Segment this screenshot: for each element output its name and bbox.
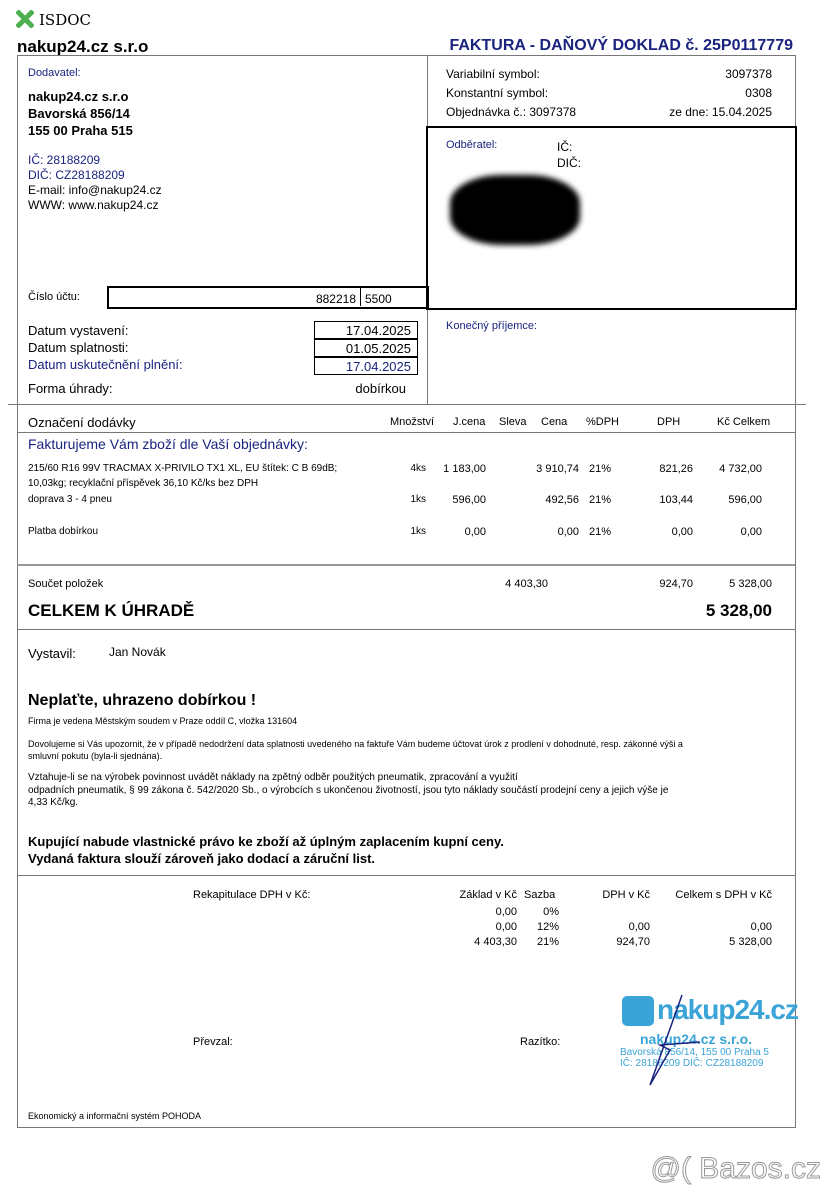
row-description: doprava 3 - 4 pneu (28, 494, 112, 505)
vat-rate: 21% (536, 936, 559, 948)
row-total: 596,00 (728, 494, 762, 506)
col-total: Kč Celkem (717, 416, 771, 428)
payment-method: dobírkou (355, 381, 406, 396)
row-total: 0,00 (740, 526, 762, 538)
account-label: Číslo účtu: (28, 291, 80, 303)
stamp-company: nakup24.cz s.r.o. (640, 1031, 753, 1047)
interest-note-1: Dovolujeme si Vás upozornit, že v případě nedodržení data splatnosti uvedeného na faktuře Vám budeme účtovat úrok z prodlení v dohodnuté, resp. zákonné výši a (28, 739, 683, 749)
tyre-note-2: odpadních pneumatik, § 99 zákona č. 542/2020 Sb., o výrobcích s ukončenou životností, jsou tyto náklady součástí prodejní ceny a jejich výše je (28, 785, 669, 796)
order-number: Objednávka č.: 3097378 (446, 105, 577, 119)
vat-amount: 924,70 (616, 936, 650, 948)
signature-icon (630, 990, 710, 1100)
table-intro: Fakturujeme Vám zboží dle Vaší objednávky: (28, 436, 308, 452)
supplier-street: Bavorská 856/14 (28, 106, 130, 121)
row-vat-rate: 21% (589, 526, 612, 538)
taxable-label: Datum uskutečnění plnění: (28, 357, 183, 372)
supplier-www: WWW: www.nakup24.cz (28, 198, 159, 212)
vat-rate: 12% (536, 921, 559, 933)
stamp-ids: IČ: 28188209 DIČ: CZ28188209 (620, 1058, 764, 1069)
tyre-note-1: Vztahuje-li se na výrobek povinnost uvádět náklady na zpětný odběr použitých pneumatik, zpracování a využití (28, 772, 518, 783)
row-price: 3 910,74 (536, 463, 579, 475)
footer-system: Ekonomický a informační systém POHODA (28, 1111, 202, 1121)
vat-col-base: Základ v Kč (459, 889, 517, 901)
col-vat: DPH (657, 416, 681, 428)
col-vat-rate: %DPH (586, 416, 620, 428)
col-discount: Sleva (499, 416, 527, 428)
received-by-label: Převzal: (193, 1036, 233, 1048)
vs-value: 3097378 (725, 67, 772, 81)
row-unit-price: 596,00 (452, 494, 486, 506)
row-description-2: 10,03kg; recyklační příspěvek 36,10 Kč/ks bez DPH (28, 478, 259, 489)
taxable-date: 17.04.2025 (314, 357, 418, 375)
vat-recap-label: Rekapitulace DPH v Kč: (193, 889, 311, 901)
watermark: @( Bazos.cz (650, 1152, 821, 1185)
col-price: Cena (541, 416, 568, 428)
supplier-email: E-mail: info@nakup24.cz (28, 183, 162, 197)
ks-value: 0308 (745, 86, 772, 100)
vat-base: 0,00 (495, 906, 517, 918)
row-total: 4 732,00 (719, 463, 762, 475)
due-label: Datum splatnosti: (28, 340, 129, 355)
stamp-address: Bavorská 856/14, 155 00 Praha 5 (620, 1047, 769, 1058)
row-vat: 103,44 (659, 494, 693, 506)
vat-base: 4 403,30 (474, 936, 517, 948)
row-unit-price: 1 183,00 (443, 463, 486, 475)
row-unit-price: 0,00 (464, 526, 486, 538)
supplier-label: Dodavatel: (28, 67, 81, 79)
row-price: 492,56 (545, 494, 579, 506)
vat-total: 0,00 (750, 921, 772, 933)
row-description: 215/60 R16 99V TRACMAX X-PRIVILO TX1 XL, EU štítek: C B 69dB; (28, 463, 338, 474)
isdoc-label: ISDOC (39, 11, 92, 29)
vs-label: Variabilní symbol: (446, 67, 540, 81)
grand-total: 5 328,00 (705, 601, 772, 620)
row-qty: 4ks (410, 463, 426, 474)
issuer-name: Jan Novák (109, 645, 166, 659)
issued-label: Datum vystavení: (28, 323, 129, 338)
row-qty: 1ks (410, 526, 426, 537)
issued-date: 17.04.2025 (314, 321, 418, 339)
row-price: 0,00 (557, 526, 579, 538)
sum-vat: 924,70 (659, 578, 693, 590)
grand-total-label: CELKEM K ÚHRADĚ (28, 601, 195, 620)
col-description: Označení dodávky (28, 415, 136, 430)
vat-rate: 0% (543, 906, 559, 918)
account-number: 882218 (315, 292, 356, 306)
document-title: FAKTURA - DAŇOVÝ DOKLAD č. 25P0117779 (449, 37, 793, 54)
customer-ic: IČ: (557, 140, 573, 154)
col-quantity: Množství (390, 416, 435, 428)
paid-notice: Neplaťte, uhrazeno dobírkou ! (28, 692, 257, 709)
vat-base: 0,00 (495, 921, 517, 933)
row-qty: 1ks (410, 494, 426, 505)
row-vat: 0,00 (671, 526, 693, 538)
registry-note: Firma je vedena Městským soudem v Praze oddíl C, vložka 131604 (28, 716, 298, 726)
vat-col-rate: Sazba (524, 889, 556, 901)
sum-label: Součet položek (28, 578, 104, 590)
due-date: 01.05.2025 (314, 339, 418, 357)
customer-dic: DIČ: (557, 156, 581, 170)
interest-note-2: smluvní pokutu (byla-li sjednána). (28, 751, 163, 761)
bank-code: 5500 (365, 292, 392, 306)
vat-col-total: Celkem s DPH v Kč (675, 889, 772, 901)
vat-total: 5 328,00 (729, 936, 772, 948)
ks-label: Konstantní symbol: (446, 86, 549, 100)
row-vat-rate: 21% (589, 463, 612, 475)
company-title: nakup24.cz s.r.o (17, 37, 149, 56)
stamp-label: Razítko: (520, 1036, 561, 1048)
isdoc-logo-icon (16, 10, 34, 28)
payment-label: Forma úhrady: (28, 381, 113, 396)
vat-amount: 0,00 (628, 921, 650, 933)
supplier-city: 155 00 Praha 515 (28, 123, 133, 138)
supplier-ic: IČ: 28188209 (28, 153, 101, 167)
row-vat: 821,26 (659, 463, 693, 475)
supplier-dic: DIČ: CZ28188209 (28, 168, 125, 182)
sum-base: 4 403,30 (505, 578, 548, 590)
sum-total: 5 328,00 (729, 578, 772, 590)
final-recipient-label: Konečný příjemce: (446, 320, 538, 332)
issuer-label: Vystavil: (28, 646, 76, 661)
stamp-logo-text: nakup24.cz (657, 994, 798, 1025)
ownership-note-2: Vydaná faktura slouží zároveň jako dodací a záruční list. (28, 851, 376, 866)
vat-col-vat: DPH v Kč (602, 889, 650, 901)
customer-label: Odběratel: (446, 139, 498, 151)
supplier-name: nakup24.cz s.r.o (28, 89, 129, 104)
redaction (450, 175, 580, 245)
col-unit-price: J.cena (453, 416, 486, 428)
row-vat-rate: 21% (589, 494, 612, 506)
tyre-note-3: 4,33 Kč/kg. (28, 797, 79, 808)
row-description: Platba dobírkou (28, 526, 99, 537)
ownership-note-1: Kupující nabude vlastnické právo ke zboží až úplným zaplacením kupní ceny. (28, 834, 504, 849)
order-date: ze dne: 15.04.2025 (669, 105, 772, 119)
